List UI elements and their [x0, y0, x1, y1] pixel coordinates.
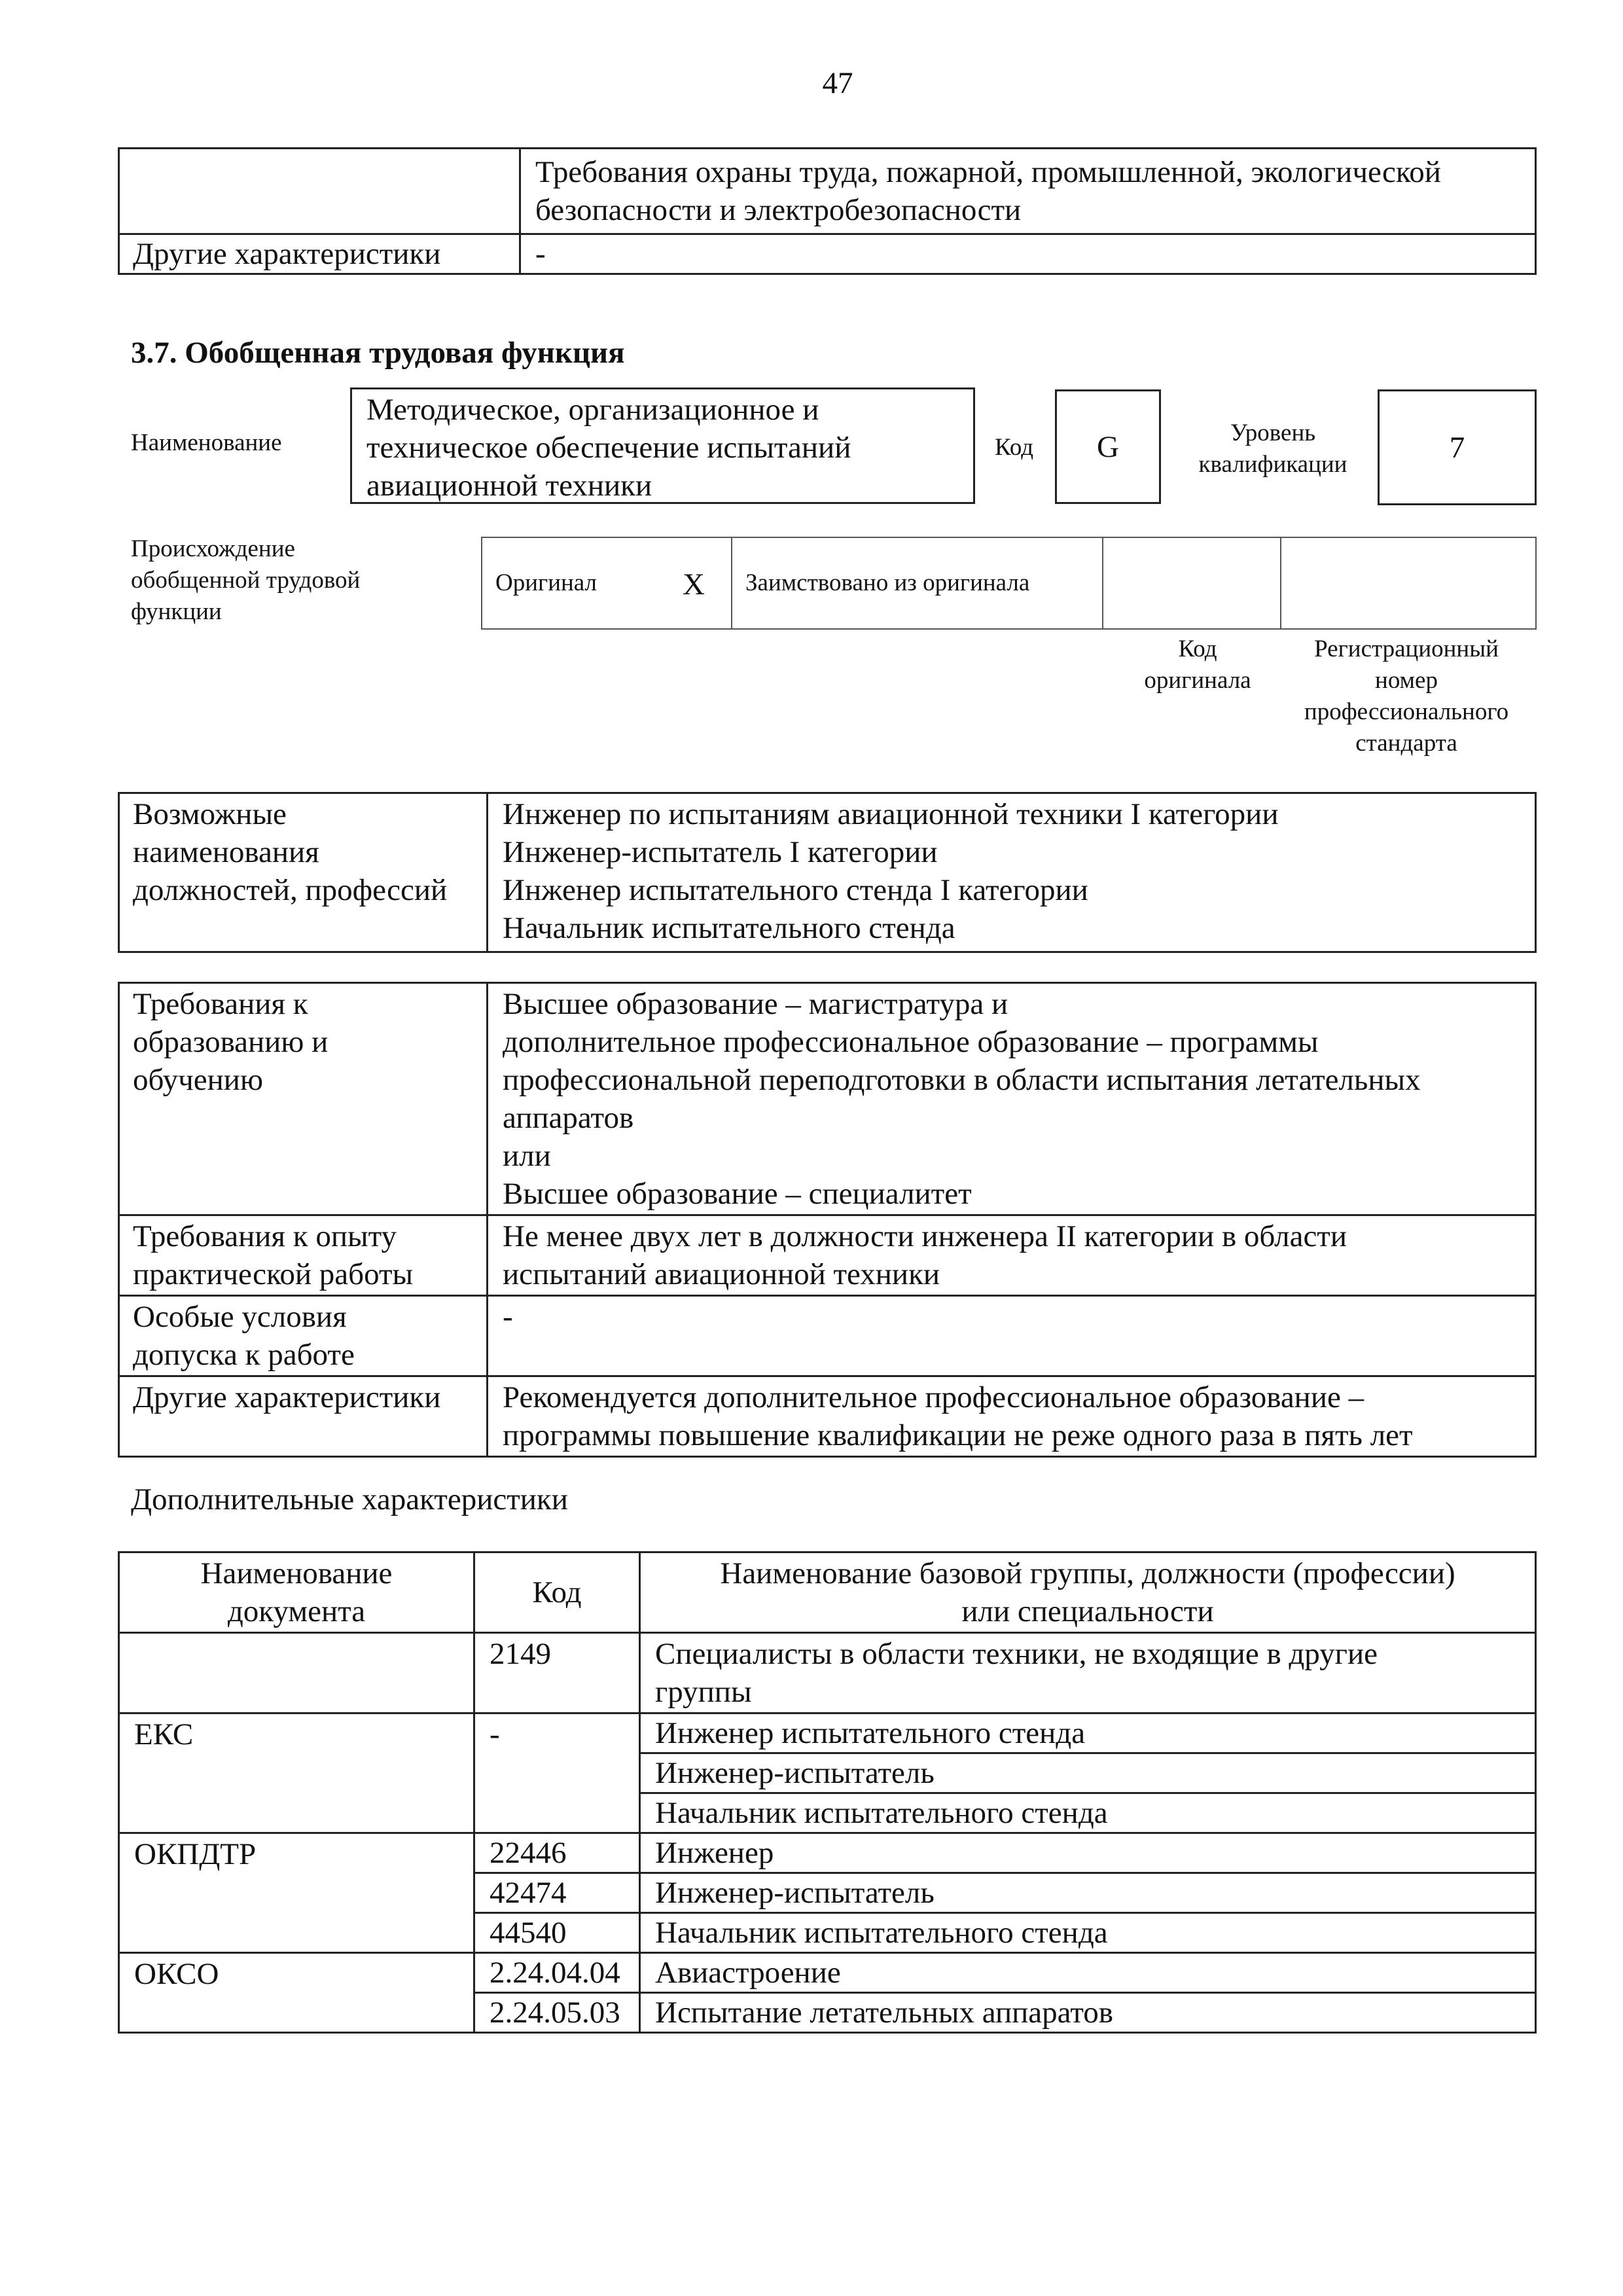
origin-code-caption-line: Код [1178, 636, 1217, 662]
name-cell: Начальник испытательного стенда [640, 1913, 1536, 1953]
top-table [118, 147, 1537, 275]
positions-label-line: Возможные [133, 797, 287, 831]
header-doc [119, 1552, 474, 1633]
requirement-value-line: испытаний авиационной техники [503, 1257, 940, 1291]
position-item: Инженер-испытатель I категории [503, 835, 938, 869]
name-label: Наименование [131, 429, 282, 456]
requirement-value-line: или [503, 1139, 551, 1173]
positions-label-line: наименования [133, 835, 319, 869]
origin-reg-caption-line: стандарта [1355, 730, 1457, 757]
requirement-value [488, 1376, 1536, 1457]
requirement-value-line: Высшее образование – магистратура и [503, 987, 1008, 1021]
origin-original-cell [482, 537, 732, 629]
requirement-row-other [119, 1376, 1536, 1457]
code-cell: - [474, 1713, 640, 1833]
name-cell: Инженер испытательного стенда [640, 1713, 1536, 1753]
level-label-line: Уровень [1230, 420, 1316, 446]
name-box [350, 387, 975, 504]
name-cell: Инженер-испытатель [640, 1873, 1536, 1913]
requirement-value-line: аппаратов [503, 1101, 634, 1135]
name-cell: Авиастроение [640, 1953, 1536, 1993]
origin-label [131, 533, 360, 628]
requirement-row-experience [119, 1215, 1536, 1296]
requirement-value [488, 1215, 1536, 1296]
origin-code-cell [1103, 537, 1281, 629]
position-item: Начальник испытательного стенда [503, 911, 955, 945]
table-row [119, 1953, 1536, 1993]
table-row [119, 1713, 1536, 1753]
name-cell: Начальник испытательного стенда [640, 1793, 1536, 1833]
level-label-line: квалификации [1198, 451, 1347, 478]
name-cell-line: группы [655, 1675, 752, 1709]
header-doc-line: документа [227, 1594, 366, 1628]
origin-reg-caption-line: номер [1375, 667, 1438, 694]
requirement-label-line: практической работы [133, 1257, 414, 1291]
requirement-value-line: дополнительное профессиональное образование – программы [503, 1025, 1319, 1059]
origin-reg-caption-line: профессионального [1304, 698, 1509, 725]
origin-label-line: функции [131, 598, 222, 625]
name-cell: Инженер [640, 1833, 1536, 1873]
requirement-row-education [119, 983, 1536, 1215]
requirement-label-line: Требования к [133, 987, 308, 1021]
requirement-label-line: допуска к работе [133, 1338, 355, 1372]
origin-table [481, 537, 1537, 630]
code-cell: 2149 [474, 1633, 640, 1713]
level-value: 7 [1378, 389, 1537, 505]
positions-list [488, 793, 1536, 952]
requirement-label [119, 983, 488, 1215]
name-line: Методическое, организационное и [366, 393, 819, 427]
name-cell: Испытание летательных аппаратов [640, 1993, 1536, 2033]
header-code: Код [474, 1552, 640, 1633]
requirement-value-line: - [503, 1300, 513, 1334]
code-cell: 42474 [474, 1873, 640, 1913]
name-line: авиационной техники [366, 469, 652, 503]
origin-original-mark: X [683, 567, 705, 601]
requirement-value-line: Не менее двух лет в должности инженера II категории в области [503, 1219, 1347, 1253]
requirement-row-special [119, 1296, 1536, 1376]
positions-label-line: должностей, профессий [133, 873, 448, 907]
additional-header-row [119, 1552, 1536, 1633]
top-table-other-label: Другие характеристики [119, 234, 520, 274]
name-cell [640, 1633, 1536, 1713]
origin-label-line: Происхождение [131, 535, 295, 562]
requirement-label-line: Особые условия [133, 1300, 347, 1334]
requirement-value-line: Высшее образование – специалитет [503, 1177, 972, 1211]
origin-reg-caption-line: Регистрационный [1314, 636, 1499, 662]
code-cell: 22446 [474, 1833, 640, 1873]
additional-title: Дополнительные характеристики [131, 1482, 568, 1516]
code-cell: 2.24.05.03 [474, 1993, 640, 2033]
requirement-label-line: Требования к опыту [133, 1219, 397, 1253]
doc-cell: ЕКС [119, 1713, 474, 1833]
code-label: Код [995, 434, 1034, 461]
requirement-value-line: профессиональной переподготовки в области испытания летательных [503, 1063, 1421, 1097]
name-cell-line: Специалисты в области техники, не входящие в другие [655, 1637, 1378, 1671]
origin-original-label: Оригинал [495, 569, 597, 596]
requirement-label-line: обучению [133, 1063, 264, 1097]
requirement-value-line: Рекомендуется дополнительное профессиональное образование – [503, 1380, 1364, 1414]
top-table-other-value: - [520, 234, 1536, 274]
positions-table [118, 792, 1537, 953]
top-table-empty-cell [119, 149, 520, 234]
requirement-value [488, 983, 1536, 1215]
code-cell: 2.24.04.04 [474, 1953, 640, 1993]
section-title: 3.7. Обобщенная трудовая функция [131, 336, 625, 370]
position-item: Инженер по испытаниям авиационной техники I категории [503, 797, 1279, 831]
header-name-line: или специальности [961, 1594, 1214, 1628]
name-cell: Инженер-испытатель [640, 1753, 1536, 1793]
header-name [640, 1552, 1536, 1633]
code-cell: 44540 [474, 1913, 640, 1953]
header-name-line: Наименование базовой группы, должности (профессии) [720, 1556, 1455, 1590]
requirement-label-line: Другие характеристики [133, 1380, 441, 1414]
top-table-requirements: Требования охраны труда, пожарной, промышленной, экологической безопасности и электробезопасности [520, 149, 1536, 234]
table-row [119, 1633, 1536, 1713]
positions-label [119, 793, 488, 952]
level-label [1175, 418, 1371, 480]
requirement-value [488, 1296, 1536, 1376]
position-item: Инженер испытательного стенда I категории [503, 873, 1088, 907]
requirement-label [119, 1215, 488, 1296]
origin-code-caption-line: оригинала [1144, 667, 1251, 694]
additional-table [118, 1551, 1537, 2034]
doc-cell [119, 1633, 474, 1713]
requirements-table [118, 982, 1537, 1458]
origin-reg-caption [1276, 634, 1537, 759]
name-line: техническое обеспечение испытаний [366, 431, 851, 465]
doc-cell: ОКСО [119, 1953, 474, 2033]
requirement-label [119, 1296, 488, 1376]
table-row [119, 1833, 1536, 1873]
requirement-value-line: программы повышение квалификации не реже одного раза в пять лет [503, 1418, 1413, 1452]
origin-code-caption [1122, 634, 1273, 696]
origin-reg-cell [1281, 537, 1536, 629]
doc-cell: ОКПДТР [119, 1833, 474, 1953]
origin-borrowed-label: Заимствовано из оригинала [732, 537, 1103, 629]
origin-label-line: обобщенной трудовой [131, 567, 361, 594]
page-number: 47 [822, 66, 853, 100]
code-value: G [1055, 389, 1161, 504]
requirement-label [119, 1376, 488, 1457]
requirement-label-line: образованию и [133, 1025, 329, 1059]
header-doc-line: Наименование [200, 1556, 393, 1590]
